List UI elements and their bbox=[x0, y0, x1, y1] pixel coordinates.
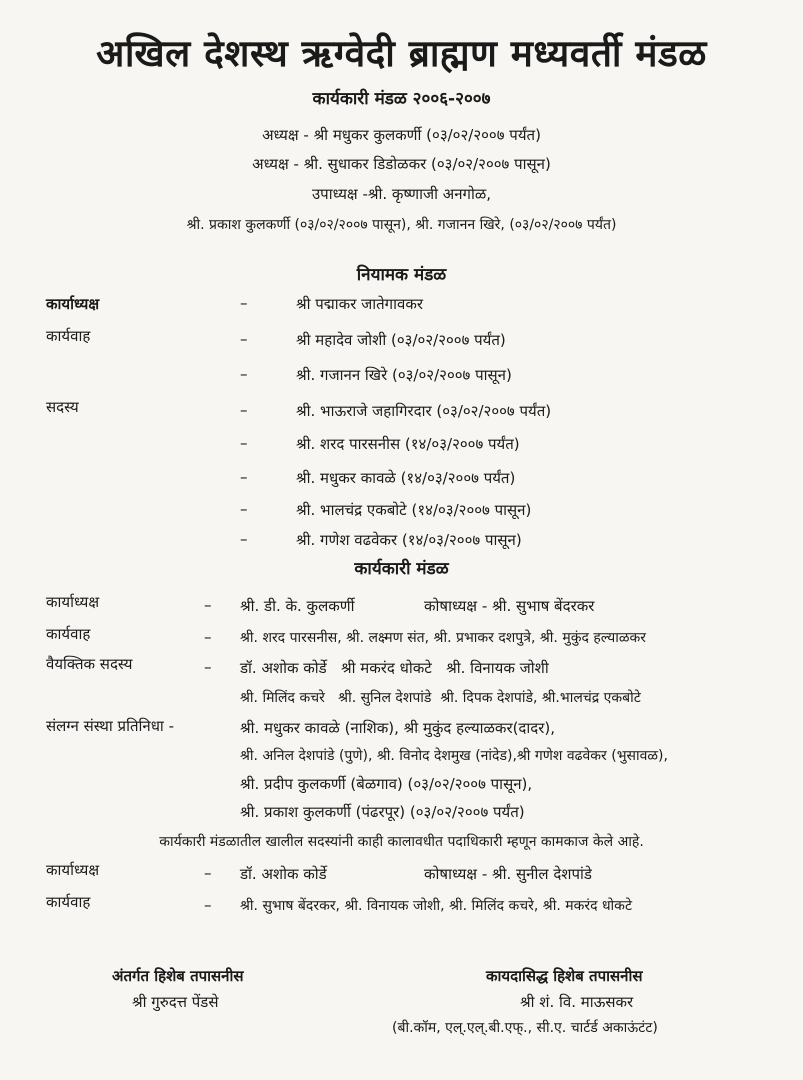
row-value: श्री. भालचंद्र एकबोटे (१४/०३/२००७ पासून) bbox=[296, 501, 532, 519]
row-value: श्री महादेव जोशी (०३/०२/२००७ पर्यंत) bbox=[296, 331, 506, 349]
officer-line: श्री. प्रकाश कुलकर्णी (०३/०२/२००७ पासून), श्री. गजानन खिरे, (०३/०२/२००७ पर्यंत) bbox=[186, 217, 617, 233]
dash: – bbox=[204, 596, 212, 614]
row-label: कार्यवाह bbox=[46, 625, 91, 643]
subtitle: कार्यकारी मंडळ २००६-२००७ bbox=[312, 89, 491, 109]
row-value: श्री. अनिल देशपांडे (पुणे), श्री. विनोद देशमुख (नांदेड),श्री गणेश वढवेकर (भुसावळ), bbox=[240, 748, 668, 764]
row-value: श्री. प्रकाश कुलकर्णी (पंढरपूर) (०३/०२/२००७ पर्यंत) bbox=[240, 803, 525, 821]
row-value: डॉ. अशोक कोर्डे श्री मकरंद धोकटे श्री. विनायक जोशी bbox=[240, 659, 549, 677]
row-value: श्री. प्रदीप कुलकर्णी (बेळगाव) (०३/०२/२००७ पासून), bbox=[240, 775, 533, 793]
niyamak-heading: नियामक मंडळ bbox=[356, 265, 447, 285]
officer-line: अध्यक्ष - श्री. सुधाकर डिडोळकर (०३/०२/२००७ पासून) bbox=[252, 155, 551, 173]
row-label: संलग्न संस्था प्रतिनिधा - bbox=[46, 717, 175, 735]
dash: – bbox=[240, 434, 248, 452]
row-value: श्री. शरद पारसनीस (१४/०३/२००७ पर्यंत) bbox=[296, 435, 520, 453]
internal-auditor-name: श्री गुरुदत्त पेंडसे bbox=[132, 993, 219, 1011]
legal-auditor-name: श्री शं. वि. माऊसकर bbox=[520, 993, 634, 1011]
legal-auditor-title: कायदासिद्ध हिशेब तपासनीस bbox=[486, 967, 643, 985]
dash: – bbox=[204, 864, 212, 882]
koshadhyaksha: कोषाध्यक्ष - श्री. सुभाष बेंदरकर bbox=[424, 597, 595, 615]
dash: – bbox=[204, 896, 212, 914]
row-value: श्री. डी. के. कुलकर्णी bbox=[240, 597, 355, 615]
row-value: श्री. मधुकर कावळे (१४/०३/२००७ पर्यंत) bbox=[296, 469, 516, 487]
dash: – bbox=[204, 628, 212, 646]
row-value: श्री. सुभाष बेंदरकर, श्री. विनायक जोशी, श्री. मिलिंद कचरे, श्री. मकरंद धोकटे bbox=[240, 898, 632, 914]
dash: – bbox=[240, 468, 248, 486]
row-label: कार्याध्यक्ष bbox=[46, 593, 100, 611]
dash: – bbox=[240, 500, 248, 518]
row-value: डॉ. अशोक कोर्डे bbox=[240, 865, 327, 883]
officer-line: अध्यक्ष - श्री मधुकर कुलकर्णी (०३/०२/२००७ पर्यंत) bbox=[262, 126, 541, 144]
dash: – bbox=[240, 401, 248, 419]
legal-auditor-qualification: (बी.कॉम, एल्.एल्.बी.एफ्., सी.ए. चार्टर्ड अकाऊंटंट) bbox=[392, 1020, 658, 1036]
koshadhyaksha: कोषाध्यक्ष - श्री. सुनील देशपांडे bbox=[424, 865, 592, 883]
row-label: कार्याध्यक्ष bbox=[46, 295, 100, 313]
dash: – bbox=[240, 294, 248, 312]
row-value: श्री पद्माकर जातेगावकर bbox=[296, 295, 423, 313]
dash: – bbox=[240, 330, 248, 348]
row-value: श्री. गजानन खिरे (०३/०२/२००७ पासून) bbox=[296, 366, 512, 384]
row-value: श्री. गणेश वढवेकर (१४/०३/२००७ पासून) bbox=[296, 531, 522, 549]
dash: – bbox=[240, 530, 248, 548]
dash: – bbox=[240, 365, 248, 383]
row-value: श्री. मधुकर कावळे (नाशिक), श्री मुकुंद हल्याळकर(दादर), bbox=[240, 719, 556, 737]
officer-line: उपाध्यक्ष -श्री. कृष्णाजी अनगोळ, bbox=[311, 185, 492, 203]
row-label: वैयक्तिक सदस्य bbox=[46, 655, 133, 673]
row-value: श्री. शरद पारसनीस, श्री. लक्ष्मण संत, श्री. प्रभाकर दशपुत्रे, श्री. मुकुंद हल्याळकर bbox=[240, 630, 647, 646]
document-title: अखिल देशस्थ ऋग्वेदी ब्राह्मण मध्यवर्ती मंडळ bbox=[96, 32, 707, 75]
row-value: श्री. भाऊराजे जहागिरदार (०३/०२/२००७ पर्यंत) bbox=[296, 402, 552, 420]
row-label: कार्याध्यक्ष bbox=[46, 861, 100, 879]
karyakari-heading: कार्यकारी मंडळ bbox=[354, 559, 449, 579]
row-label: सदस्य bbox=[46, 398, 79, 416]
note: कार्यकारी मंडळातील खालील सदस्यांनी काही कालावधीत पदाधिकारी म्हणून कामकाज केले आहे. bbox=[159, 834, 644, 850]
dash: – bbox=[204, 658, 212, 676]
row-value: श्री. मिलिंद कचरे श्री. सुनिल देशपांडे श्री. दिपक देशपांडे, श्री.भालचंद्र एकबोटे bbox=[240, 690, 641, 706]
internal-auditor-title: अंतर्गत हिशेब तपासनीस bbox=[112, 967, 244, 985]
row-label: कार्यवाह bbox=[46, 893, 91, 911]
row-label: कार्यवाह bbox=[46, 327, 91, 345]
